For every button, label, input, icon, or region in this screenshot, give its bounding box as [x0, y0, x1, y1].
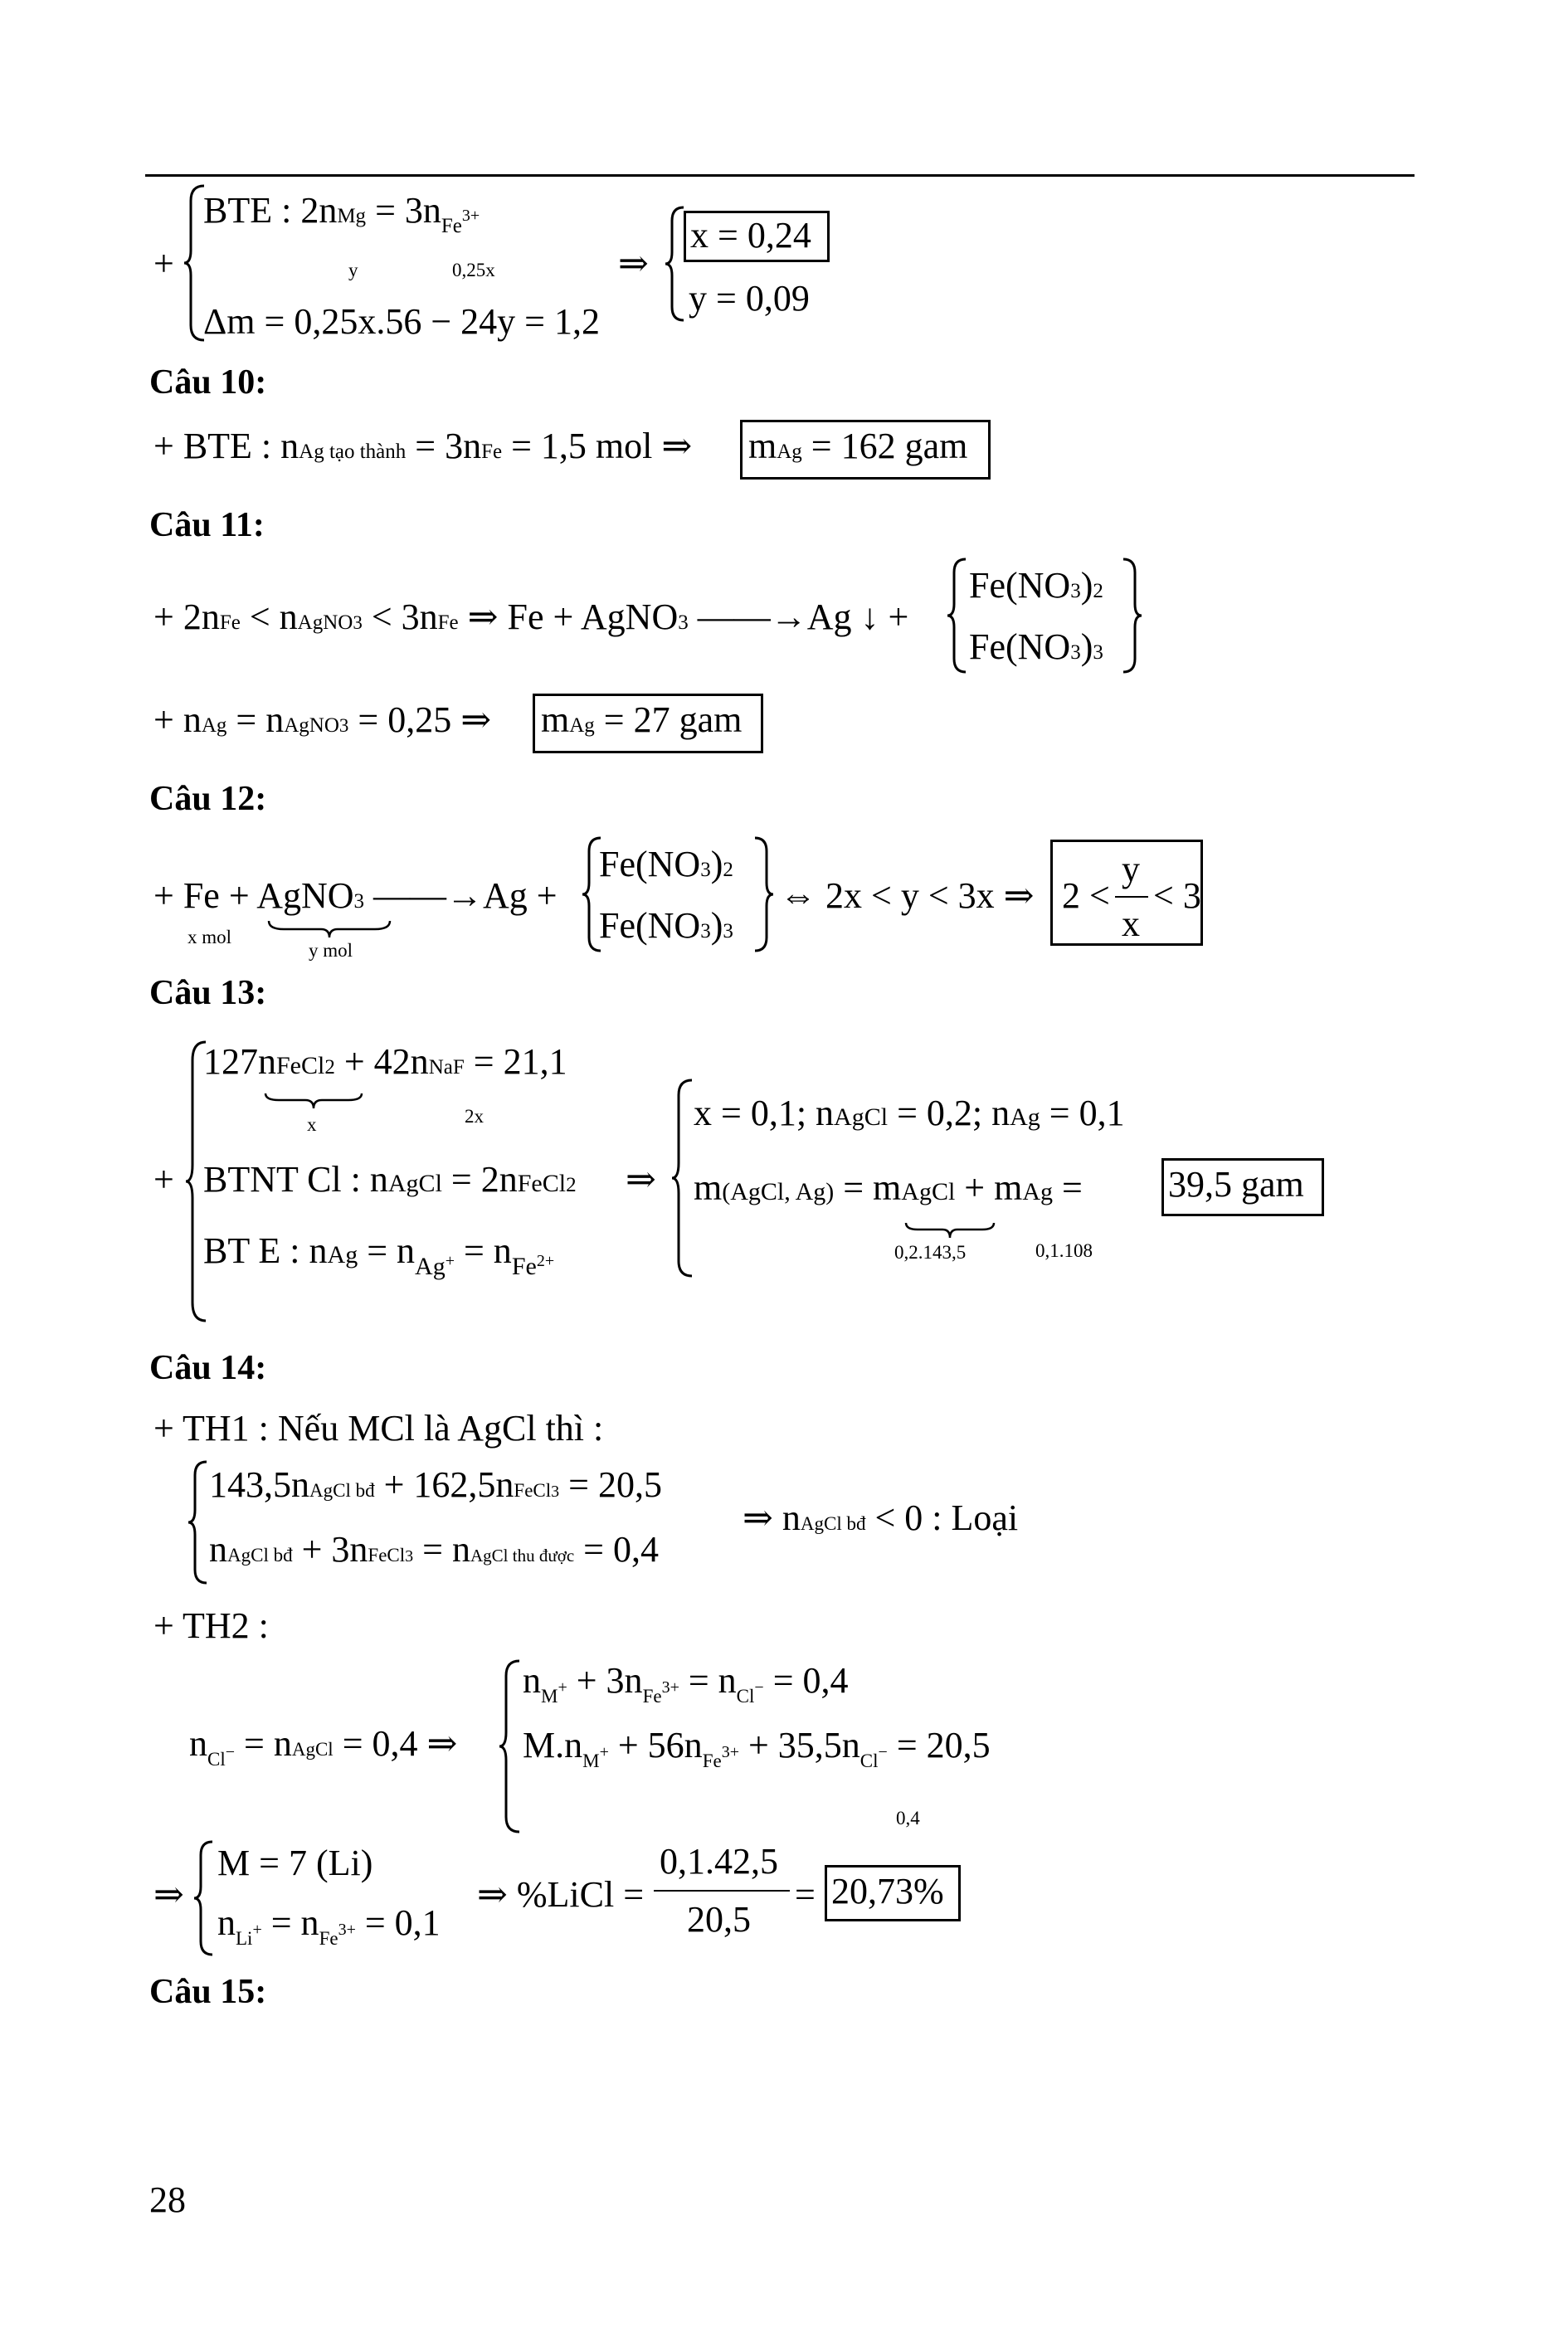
plus-sign: + [153, 1159, 174, 1200]
ag-calc: 0,1.108 [1035, 1240, 1093, 1261]
bte-line: BT E : nAg = $n_{Ag}+ = n_{Fe}2+$ [203, 1230, 555, 1280]
fraction-denominator: x [1122, 903, 1140, 944]
product-feno32: Fe(NO3)2 [969, 565, 1103, 606]
mass-equation: Δm = 0,25x.56 − 24y = 1,2 [203, 301, 600, 342]
x-mol-label: x mol [187, 927, 232, 947]
result-line: x = 0,1; nAgCl = 0,2; nAg = 0,1 [694, 1093, 1125, 1133]
fraction-denominator: 20,5 [687, 1899, 751, 1940]
answer-right: < 3 [1153, 875, 1201, 916]
cl-moles-label: 0,4 [896, 1808, 920, 1829]
case-1-label: + TH1 : Nếu MCl là AgCl thì : [153, 1408, 604, 1449]
underbrace-icon [267, 919, 392, 939]
answer-left: 2 < [1062, 875, 1110, 916]
arrow: ⇒ [618, 243, 649, 284]
underbrace-icon [904, 1221, 996, 1239]
mass-sum-line: m(AgCl, Ag) = mAgCl + mAg = [694, 1167, 1083, 1208]
reaction-line: + Fe + AgNO3 ——→Ag + [153, 875, 558, 916]
left-brace-icon [187, 1460, 210, 1585]
y-mol-label: y mol [309, 940, 353, 961]
ncl-line: $n_{Cl}-$ = nAgCl = 0,4 ⇒ [189, 1723, 458, 1770]
case-2-label: + TH2 : [153, 1605, 269, 1646]
percent-label: ⇒ %LiCl = [477, 1874, 645, 1915]
coef-label: 0,25x [452, 260, 495, 280]
case-1-result: ⇒ nAgCl bđ < 0 : Loại [743, 1497, 1019, 1538]
equals-sign: = [795, 1874, 816, 1915]
arrow: ⇒ [153, 1874, 184, 1915]
product-feno33: Fe(NO3)3 [599, 905, 733, 946]
left-brace-icon [946, 558, 969, 674]
heading-q13: Câu 13: [149, 974, 267, 1012]
left-brace-icon [670, 1079, 695, 1278]
x-label: x [307, 1114, 317, 1135]
arrow: ⇒ [626, 1159, 656, 1200]
underbrace-icon [264, 1092, 363, 1110]
ratio-line: + 2nFe < nAgNO3 < 3nFe ⇒ Fe + AgNO3 ——→Ag ↓ + [153, 597, 909, 637]
btnt-cl-line: BTNT Cl : nAgCl = 2nFeCl2 [203, 1159, 577, 1200]
product-feno33: Fe(NO3)3 [969, 626, 1103, 667]
mole-balance: nAgCl bđ + 3nFeCl3 = nAgCl thu được = 0,4 [209, 1529, 659, 1570]
heading-q12: Câu 12: [149, 780, 267, 818]
page-number: 28 [149, 2179, 186, 2220]
mass-equation: 127nFeCl2 + 42nNaF = 21,1 [203, 1041, 567, 1082]
inequality: ⇔ 2x < y < 3x ⇒ [780, 875, 1035, 916]
bte-equation: BTE : $2nMg = 3n_{Fe}3+$ [203, 190, 480, 237]
answer-mag: mAg = 162 gam [748, 426, 968, 466]
x-result: x = 0,24 [690, 215, 811, 256]
left-brace-icon [498, 1659, 523, 1833]
right-brace-icon [1120, 558, 1143, 674]
fraction-numerator: 0,1.42,5 [660, 1841, 778, 1882]
fraction-bar [654, 1890, 790, 1892]
left-brace-icon [192, 1840, 216, 1956]
heading-q15: Câu 15: [149, 1973, 267, 2011]
li-moles: $n_{Li}+ = n_{Fe}3+ = 0,1$ [217, 1902, 441, 1949]
nag-line: + nAg = nAgNO3 = 0,25 ⇒ [153, 699, 492, 740]
product-feno32: Fe(NO3)2 [599, 844, 733, 884]
charge-balance: $n_M+ + 3n_{Fe}3+ = n_{Cl}- = 0,4$ [523, 1660, 849, 1707]
heading-q11: Câu 11: [149, 506, 265, 544]
heading-q14: Câu 14: [149, 1349, 267, 1387]
bte-line: + BTE : nAg tạo thành = 3nFe = 1,5 mol ⇒ [153, 426, 693, 466]
answer-value: 39,5 gam [1168, 1164, 1304, 1205]
right-brace-icon [752, 836, 775, 952]
plus-sign: + [153, 243, 174, 284]
y-label: y [348, 260, 358, 280]
mass-balance-2: $M.n_M+ + 56n_{Fe}3+ + 35,5n_{Cl}- = 20,5$ [523, 1725, 991, 1771]
answer-value: 20,73% [831, 1871, 944, 1911]
metal-result: M = 7 (Li) [217, 1843, 373, 1883]
heading-q10: Câu 10: [149, 363, 267, 402]
top-rule [145, 174, 1415, 177]
agcl-calc: 0,2.143,5 [894, 1242, 967, 1263]
fraction-bar [1115, 896, 1148, 898]
fraction-numerator: y [1122, 849, 1140, 889]
mass-balance: 143,5nAgCl bđ + 162,5nFeCl3 = 20,5 [209, 1464, 662, 1505]
y-result: y = 0,09 [689, 278, 810, 319]
2x-label: 2x [465, 1106, 484, 1127]
answer-mag: mAg = 27 gam [541, 699, 743, 740]
